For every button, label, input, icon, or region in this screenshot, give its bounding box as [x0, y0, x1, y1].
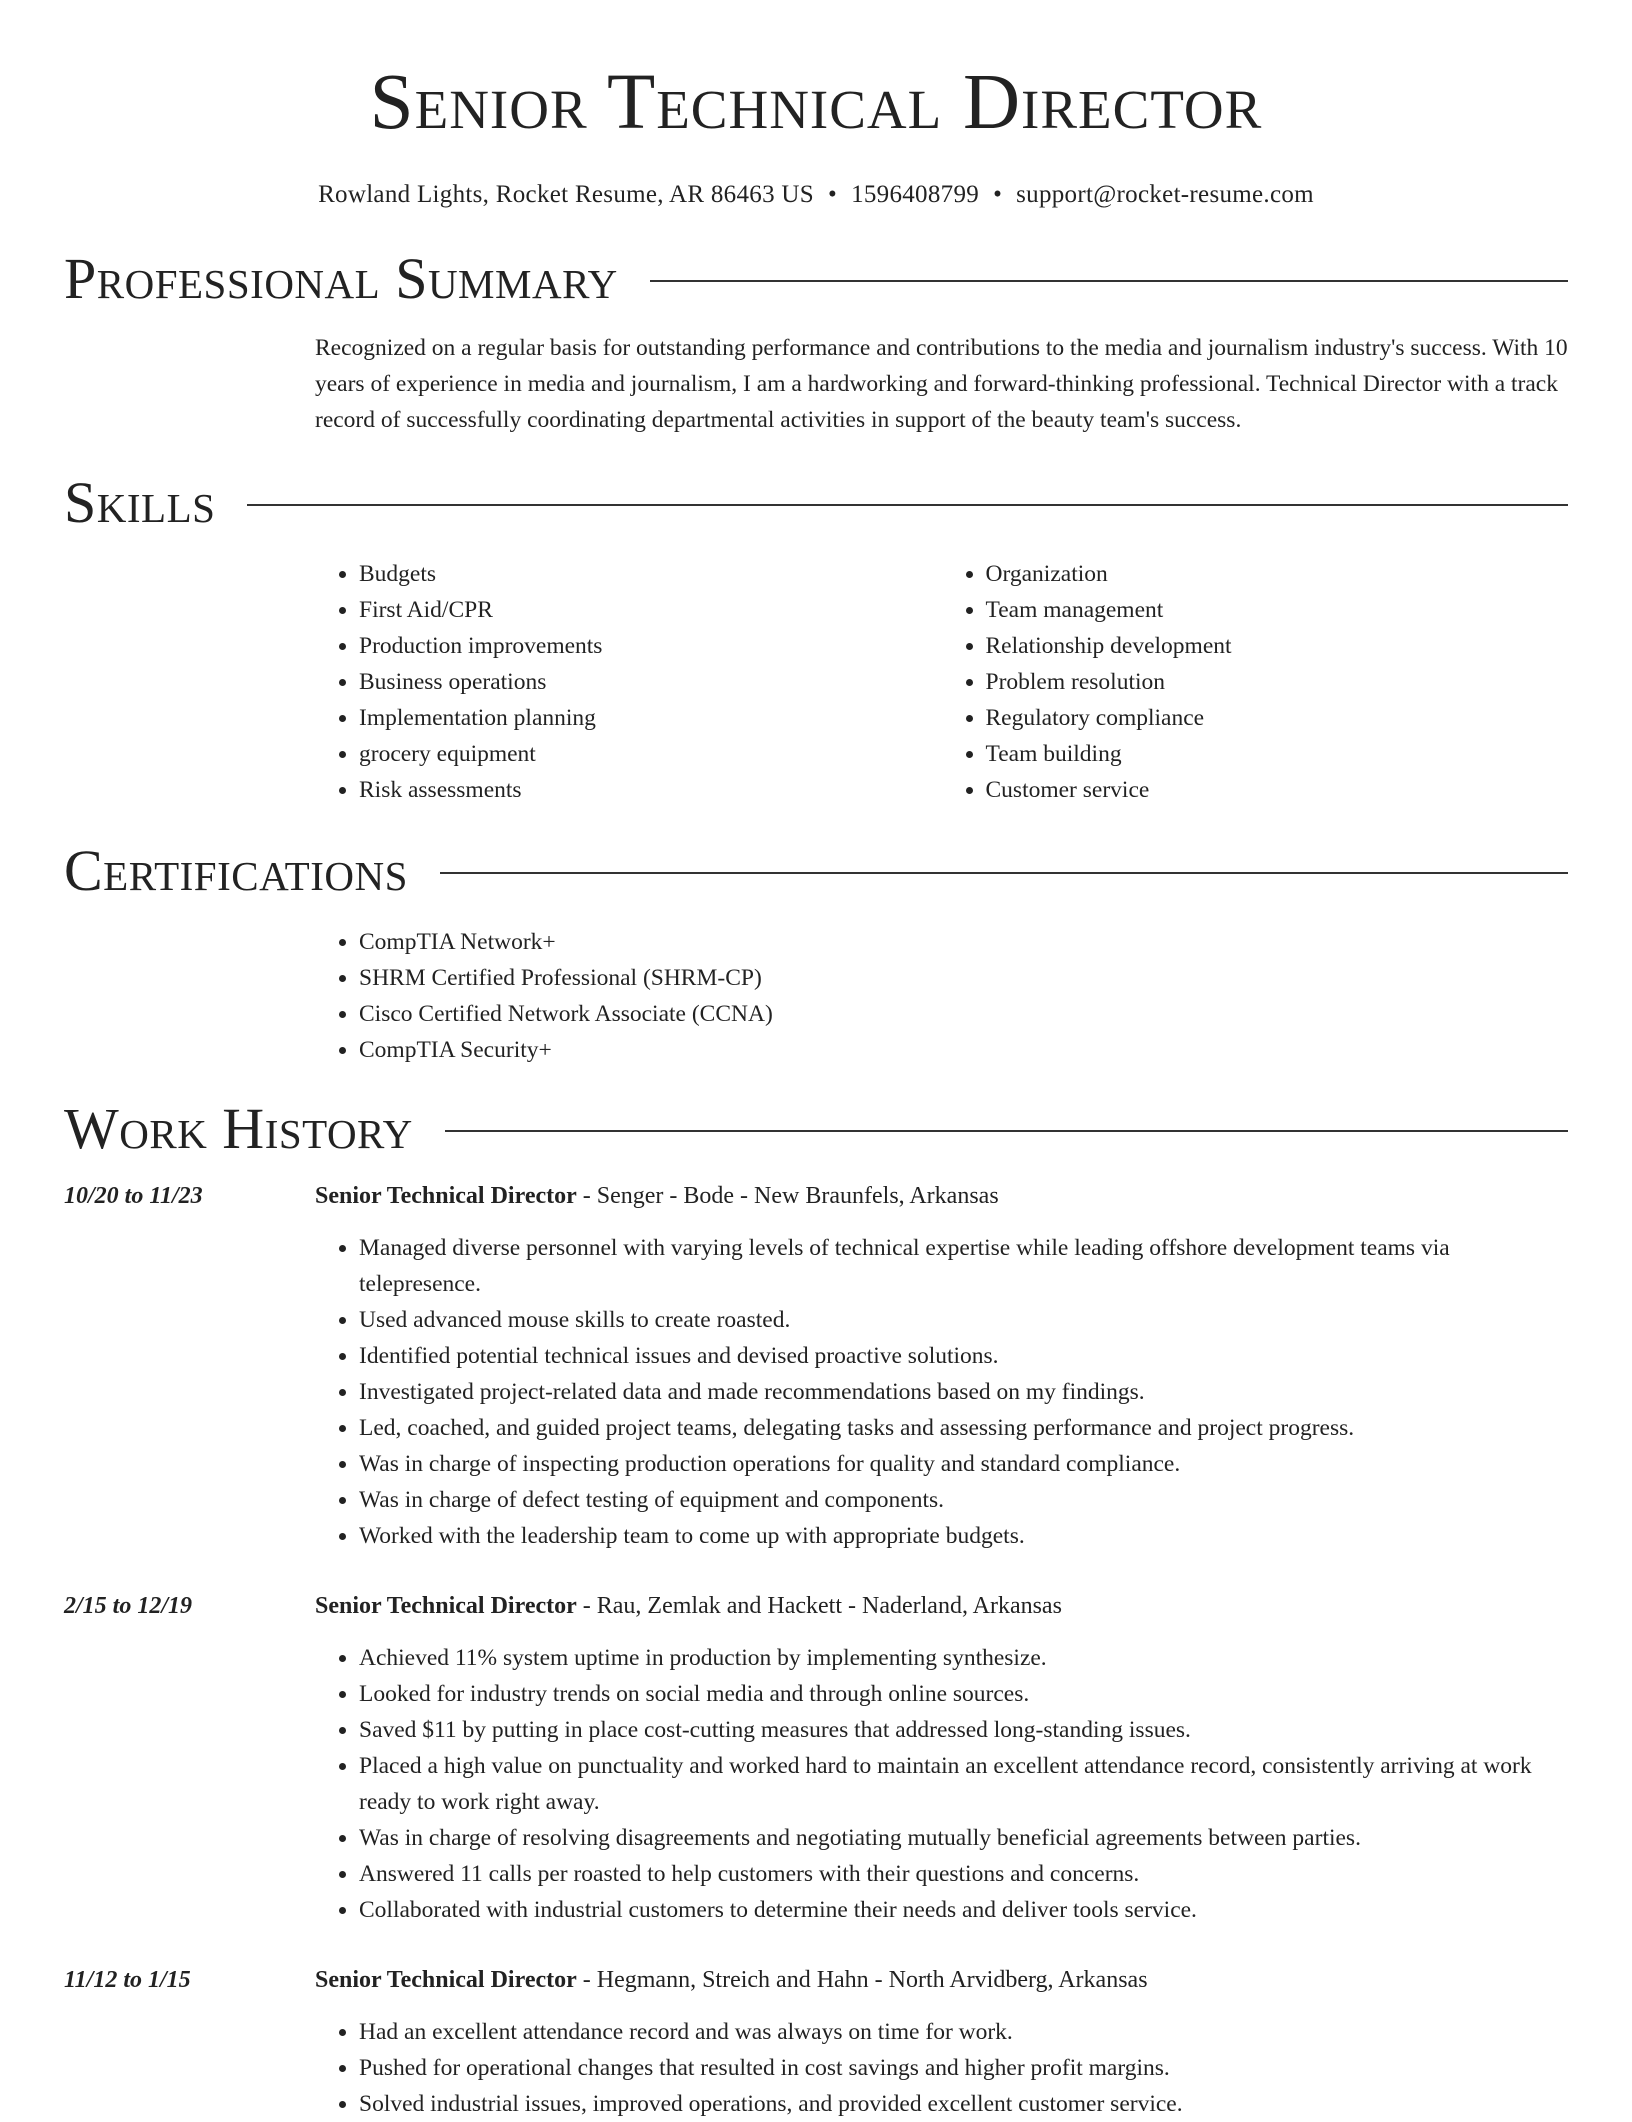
skills-list-left	[315, 556, 942, 808]
job-content	[315, 1588, 1568, 1928]
skill-item: • Customer service	[986, 772, 1569, 808]
contact-address: Rowland Lights, Rocket Resume, AR 86463 US	[318, 181, 814, 208]
work-heading: Work History	[64, 1096, 413, 1161]
skill-item: • Budgets	[359, 556, 942, 592]
job-company: - Rau, Zemlak and Hackett - Naderland, Arkansas	[576, 1593, 1062, 1619]
summary-section-heading	[64, 242, 1568, 316]
skill-item: • Production improvements	[359, 628, 942, 664]
job-bullet: • Achieved 11% system uptime in production by implementing synthesize.	[359, 1640, 1568, 1676]
section-divider	[445, 1130, 1568, 1132]
work-entry	[64, 1178, 1568, 1554]
certification-item: • CompTIA Network+	[359, 924, 1568, 960]
job-bullets	[315, 2014, 1568, 2122]
section-divider	[440, 872, 1568, 874]
job-bullet: • Answered 11 calls per roasted to help customers with their questions and concerns.	[359, 1856, 1568, 1892]
certification-item: • Cisco Certified Network Associate (CCNA)	[359, 996, 1568, 1032]
contact-separator: •	[993, 181, 1003, 208]
job-dates: 2/15 to 12/19	[64, 1593, 193, 1619]
summary-text: Recognized on a regular basis for outstanding performance and contributions to the media and journalism industry's success. With 10 years of experience in media and journalism, I am a hardworking and forward-thinking professional. Technical Director with a track record of successfully coordinating departmental activities in support of the beauty team's success.	[315, 335, 1568, 433]
skill-item: • Problem resolution	[986, 664, 1569, 700]
section-divider	[650, 280, 1568, 282]
skill-item: • Business operations	[359, 664, 942, 700]
skill-item: • Risk assessments	[359, 772, 942, 808]
job-bullet: • Saved $11 by putting in place cost-cutting measures that addressed long-standing issues.	[359, 1712, 1568, 1748]
job-bullet: • Placed a high value on punctuality and worked hard to maintain an excellent attendance record, consistently arriving at work ready to work right away.	[359, 1748, 1568, 1820]
skill-item: • Relationship development	[986, 628, 1569, 664]
skills-section	[315, 556, 1568, 808]
skill-item: • Implementation planning	[359, 700, 942, 736]
certifications-section-heading	[64, 834, 1568, 908]
job-bullet: • Led, coached, and guided project teams, delegating tasks and assessing performance and project progress.	[359, 1410, 1568, 1446]
skills-list-right	[942, 556, 1569, 808]
job-company: - Hegmann, Streich and Hahn - North Arvidberg, Arkansas	[576, 1967, 1148, 1993]
job-bullet: • Was in charge of inspecting production operations for quality and standard compliance.	[359, 1446, 1568, 1482]
job-content	[315, 1962, 1568, 2122]
skill-item: • grocery equipment	[359, 736, 942, 772]
certifications-heading: Certifications	[64, 838, 408, 903]
job-bullet: • Was in charge of defect testing of equipment and components.	[359, 1482, 1568, 1518]
job-title: Senior Technical Director	[315, 1183, 577, 1209]
job-bullet: • Had an excellent attendance record and was always on time for work.	[359, 2014, 1568, 2050]
job-bullet: • Solved industrial issues, improved operations, and provided excellent customer service.	[359, 2086, 1568, 2122]
resume-name: Senior Technical Director	[369, 59, 1263, 146]
job-title-line	[315, 1962, 1568, 1998]
job-bullet: • Managed diverse personnel with varying levels of technical expertise while leading offshore development teams via telepresence.	[359, 1230, 1568, 1302]
contact-line	[64, 178, 1568, 212]
job-bullet: • Identified potential technical issues and devised proactive solutions.	[359, 1338, 1568, 1374]
summary-heading: Professional Summary	[64, 246, 618, 311]
work-entry	[64, 1588, 1568, 1928]
job-title: Senior Technical Director	[315, 1967, 577, 1993]
work-section-heading	[64, 1092, 1568, 1166]
job-bullet: • Investigated project-related data and made recommendations based on my findings.	[359, 1374, 1568, 1410]
skills-heading: Skills	[64, 470, 216, 535]
job-bullet: • Collaborated with industrial customers to determine their needs and deliver tools service.	[359, 1892, 1568, 1928]
job-bullet: • Pushed for operational changes that resulted in cost savings and higher profit margins.	[359, 2050, 1568, 2086]
job-bullet: • Used advanced mouse skills to create roasted.	[359, 1302, 1568, 1338]
certification-item: • CompTIA Security+	[359, 1032, 1568, 1068]
skill-item: • First Aid/CPR	[359, 592, 942, 628]
work-entry	[64, 1962, 1568, 2122]
skill-item: • Team building	[986, 736, 1569, 772]
contact-phone: 1596408799	[851, 181, 980, 208]
job-bullets	[315, 1640, 1568, 1928]
job-company: - Senger - Bode - New Braunfels, Arkansas	[576, 1183, 999, 1209]
summary-section	[315, 330, 1568, 438]
certifications-list	[315, 924, 1568, 1068]
contact-separator: •	[828, 181, 838, 208]
job-title: Senior Technical Director	[315, 1593, 577, 1619]
certifications-section	[315, 924, 1568, 1068]
skills-section-heading	[64, 466, 1568, 540]
job-title-line	[315, 1588, 1568, 1624]
certification-item: • SHRM Certified Professional (SHRM-CP)	[359, 960, 1568, 996]
job-content	[315, 1178, 1568, 1554]
job-dates: 10/20 to 11/23	[64, 1183, 203, 1209]
skill-item: • Regulatory compliance	[986, 700, 1569, 736]
job-bullet: • Was in charge of resolving disagreements and negotiating mutually beneficial agreements between parties.	[359, 1820, 1568, 1856]
job-title-line	[315, 1178, 1568, 1214]
contact-email: support@rocket-resume.com	[1016, 181, 1314, 208]
section-divider	[247, 504, 1568, 506]
skill-item: • Organization	[986, 556, 1569, 592]
job-bullets	[315, 1230, 1568, 1554]
skill-item: • Team management	[986, 592, 1569, 628]
job-bullet: • Looked for industry trends on social media and through online sources.	[359, 1676, 1568, 1712]
job-dates: 11/12 to 1/15	[64, 1967, 191, 1993]
job-bullet: • Worked with the leadership team to come up with appropriate budgets.	[359, 1518, 1568, 1554]
